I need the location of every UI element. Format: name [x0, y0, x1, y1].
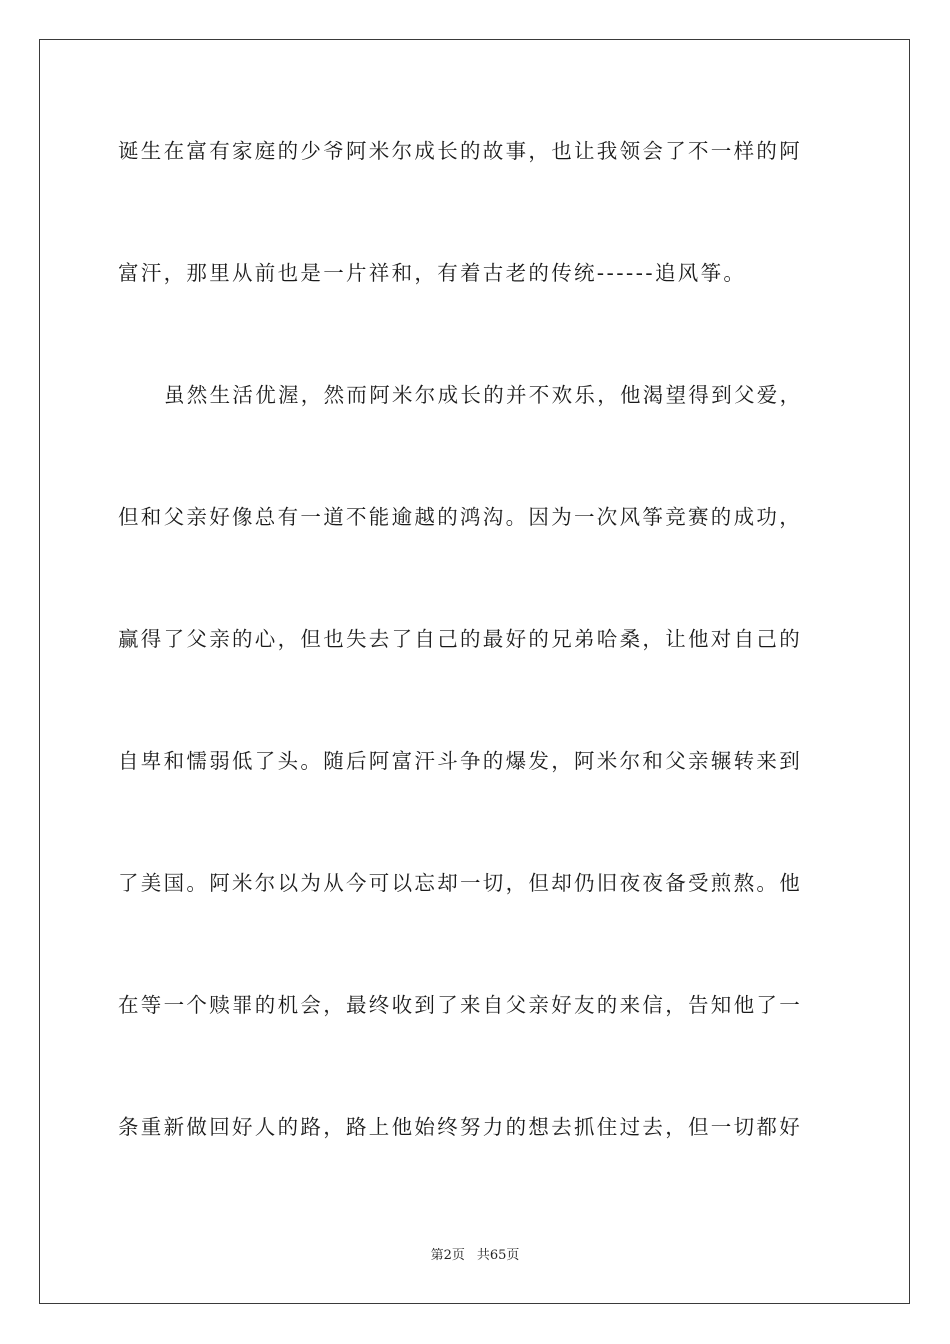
text-line-6: 自卑和懦弱低了头。随后阿富汗斗争的爆发，阿米尔和父亲辗转来到	[118, 749, 802, 773]
text-line-8: 在等一个赎罪的机会，最终收到了来自父亲好友的来信，告知他了一	[118, 993, 802, 1017]
page-footer	[0, 1244, 950, 1263]
text-line-5: 赢得了父亲的心，但也失去了自己的最好的兄弟哈桑，让他对自己的	[118, 627, 802, 651]
document-body	[118, 127, 838, 1225]
text-line-4: 但和父亲好像总有一道不能逾越的鸿沟。因为一次风筝竞赛的成功，	[118, 505, 802, 529]
text-line-9: 条重新做回好人的路，路上他始终努力的想去抓住过去，但一切都好	[118, 1115, 802, 1139]
page-total: 共65页	[476, 1248, 520, 1263]
text-line-3-paragraph-start: 虽然生活优渥，然而阿米尔成长的并不欢乐，他渴望得到父爱，	[164, 383, 803, 407]
text-line-1: 诞生在富有家庭的少爷阿米尔成长的故事，也让我领会了不一样的阿	[118, 139, 802, 163]
text-line-7: 了美国。阿米尔以为从今可以忘却一切，但却仍旧夜夜备受煎熬。他	[118, 871, 802, 895]
text-line-2: 富汗，那里从前也是一片祥和，有着古老的传统------追风筝。	[118, 261, 747, 285]
page-number: 第2页	[430, 1248, 465, 1263]
